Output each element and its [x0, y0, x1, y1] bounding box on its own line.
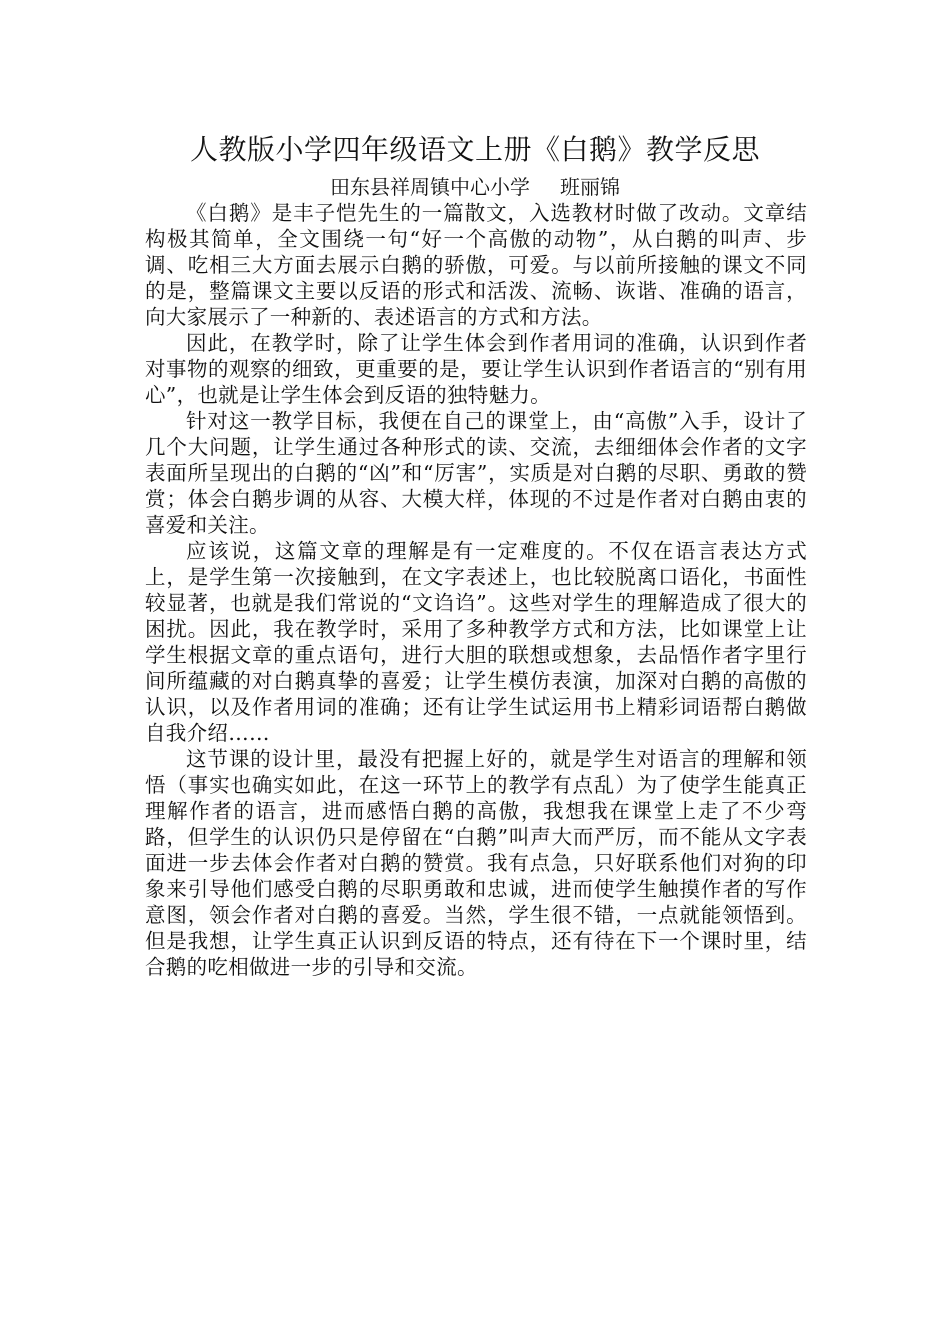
byline [145, 174, 805, 200]
paragraph-5: 这节课的设计里，最没有把握上好的，就是学生对语言的理解和领悟（事实也确实如此，在这一环节上的教学有点乱）为了使学生能真正理解作者的语言，进而感悟白鹅的高傲，我想我在课堂上走了不少弯路，但学生的认识仍只是停留在“白鹅”叫声大而严厉，而不能从文字表面进一步去体会作者对白鹅的赞赏。我有点急，只好联系他们对狗的印象来引导他们感受白鹅的尽职勇敢和忠诚，进而使学生触摸作者的写作意图，领会作者对白鹅的喜爱。当然，学生很不错，一点就能领悟到。但是我想，让学生真正认识到反语的特点，还有待在下一个课时里，结合鹅的吃相做进一步的引导和交流。 [145, 747, 807, 979]
paragraph-2: 因此，在教学时，除了让学生体会到作者用词的准确，认识到作者对事物的观察的细致，更重要的是，要让学生认识到作者语言的“别有用心”，也就是让学生体会到反语的独特魅力。 [145, 331, 807, 407]
paragraph-4: 应该说，这篇文章的理解是有一定难度的。不仅在语言表达方式上，是学生第一次接触到，在文字表述上，也比较脱离口语化，书面性较显著，也就是我们常说的“文诌诌”。这些对学生的理解造成了很大的困扰。因此，我在教学时，采用了多种教学方式和方法，比如课堂上让学生根据文章的重点语句，进行大胆的联想或想象，去品悟作者字里行间所蕴藏的对白鹅真挚的喜爱；让学生模仿表演，加深对白鹅的高傲的认识，以及作者用词的准确；还有让学生试运用书上精彩词语帮白鹅做自我介绍…… [145, 539, 807, 745]
document-title: 人教版小学四年级语文上册《白鹅》教学反思 [189, 133, 760, 166]
document-body [145, 200, 807, 980]
school-name: 田东县祥周镇中心小学 [330, 175, 530, 199]
paragraph-1: 《白鹅》是丰子恺先生的一篇散文，入选教材时做了改动。文章结构极其简单，全文围绕一句“好一个高傲的动物”，从白鹅的叫声、步调、吃相三大方面去展示白鹅的骄傲，可爱。与以前所接触的课文不同的是，整篇课文主要以反语的形式和活泼、流畅、诙谐、准确的语言，向大家展示了一种新的、表述语言的方式和方法。 [145, 201, 807, 329]
author-name: 班丽锦 [560, 175, 620, 199]
paragraph-3: 针对这一教学目标，我便在自己的课堂上，由“高傲”入手，设计了几个大问题，让学生通过各种形式的读、交流，去细细体会作者的文字表面所呈现出的白鹅的“凶”和“厉害”，实质是对白鹅的尽职、勇敢的赞赏；体会白鹅步调的从容、大模大样，体现的不过是作者对白鹅由衷的喜爱和关注。 [145, 409, 807, 537]
